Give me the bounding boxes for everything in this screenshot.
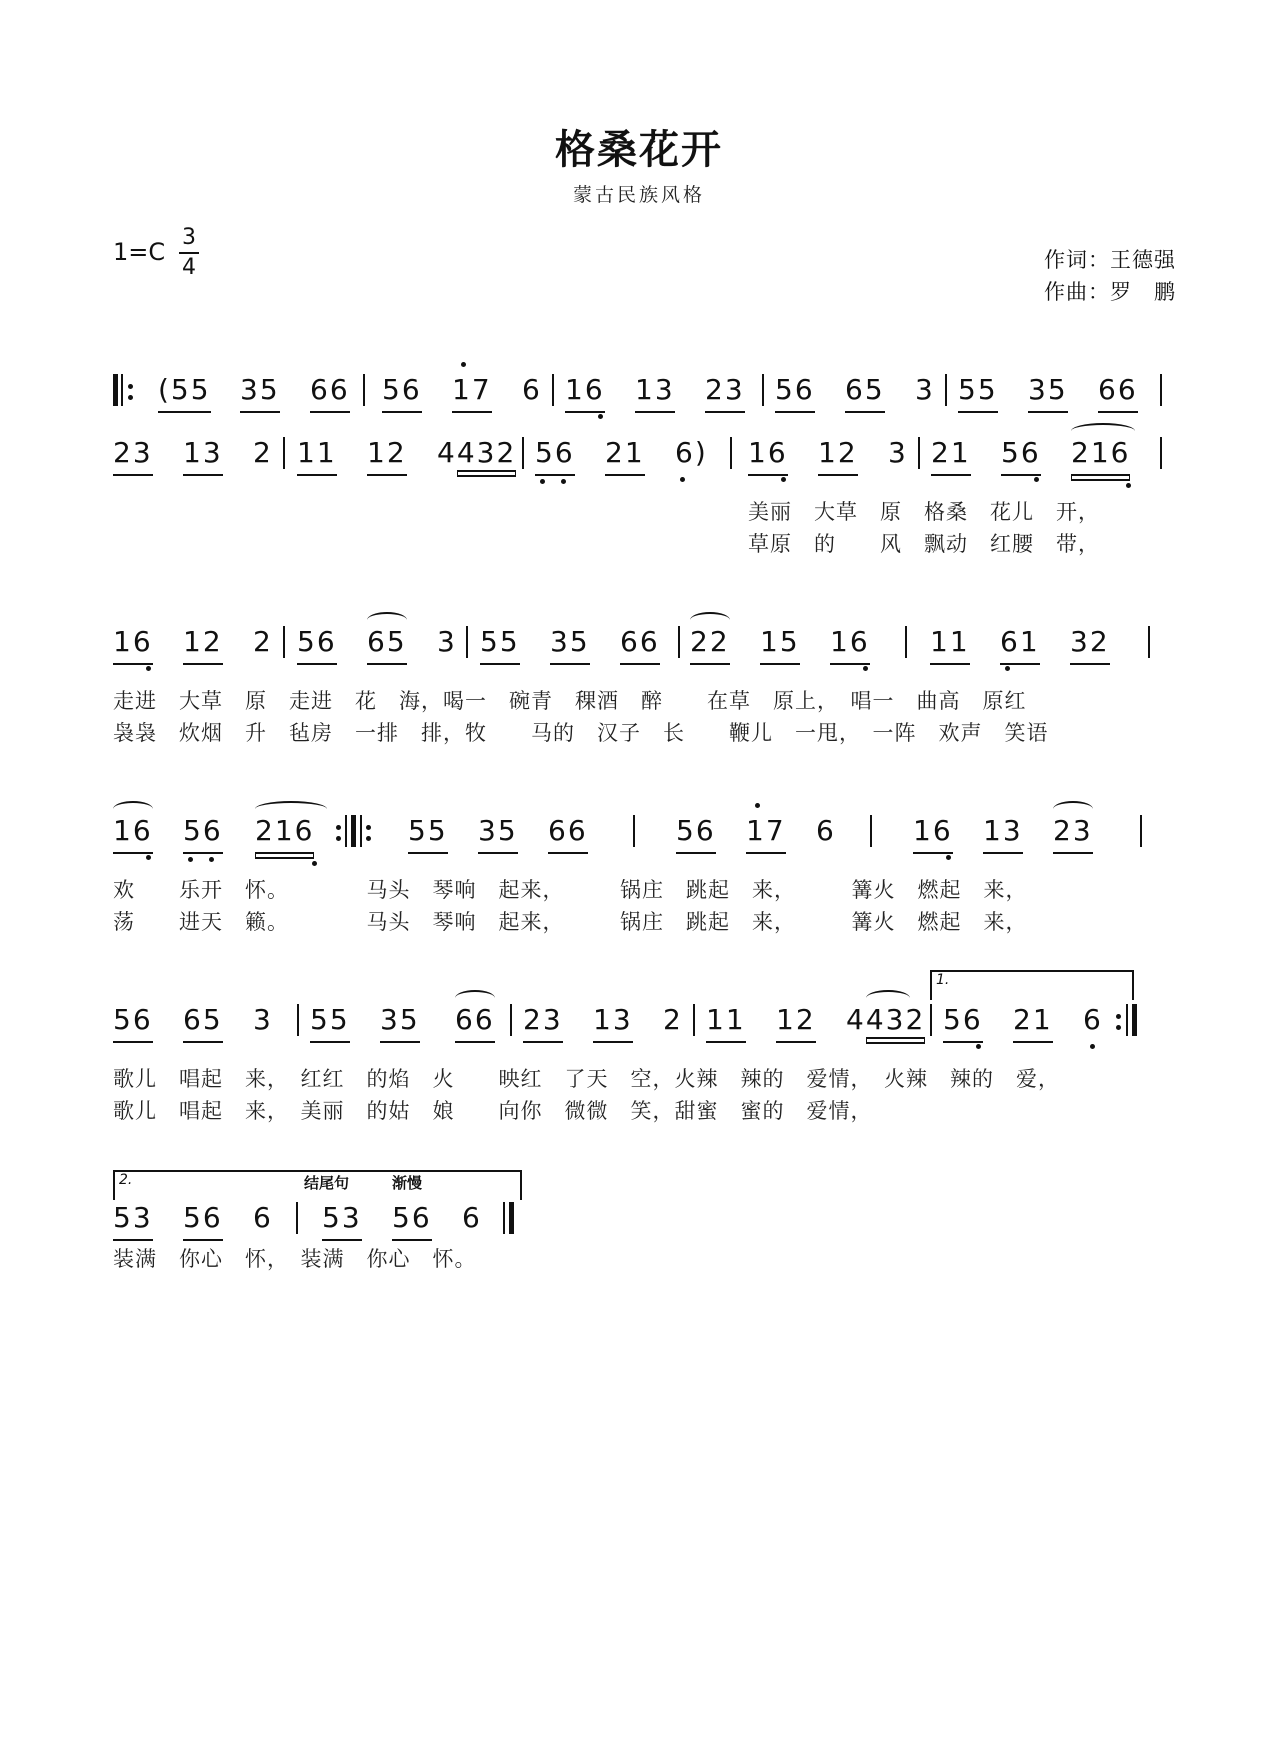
barline: [283, 437, 285, 469]
high-octave-dot: [755, 803, 760, 808]
note: 3: [437, 625, 457, 658]
repeat-end-thick: [1132, 1004, 1137, 1036]
lyrics-verse-1: 装满 你心 怀， 装满 你心 怀。: [113, 1247, 477, 1271]
first-ending-label: 1.: [936, 972, 950, 988]
repeat-start-thin: [360, 815, 362, 847]
note-group: 13: [183, 433, 223, 476]
barline: [918, 437, 920, 469]
barline: [930, 1004, 932, 1036]
note: 2: [663, 1003, 683, 1036]
note-group: 56: [382, 370, 422, 413]
repeat-end-thin: [345, 815, 347, 847]
note-group: 56: [943, 1000, 983, 1043]
lyricist-credit: 作词：王德强: [1044, 248, 1176, 272]
note-group: 66: [310, 370, 350, 413]
first-ending-bracket: [930, 970, 1134, 1000]
note-subgroup: 432: [457, 436, 516, 472]
note-group: 61: [1000, 622, 1040, 665]
note: 3: [888, 436, 908, 469]
note-group: 16: [113, 622, 153, 665]
note-group: 56: [183, 811, 223, 854]
note-group: 4432: [846, 1000, 925, 1040]
note-group: 56: [297, 622, 337, 665]
barline: [1148, 626, 1150, 658]
note-group: 21: [1013, 1000, 1053, 1043]
barline: [633, 815, 635, 847]
note: 2: [253, 625, 273, 658]
barline: [283, 626, 285, 658]
note-group: 216: [255, 811, 314, 854]
barline: [1160, 374, 1162, 406]
second-ending-label: 2.: [119, 1172, 133, 1188]
note: 6: [816, 814, 836, 847]
note-group: 13: [983, 811, 1023, 854]
barline: [296, 1202, 298, 1234]
barline: [466, 626, 468, 658]
repeat-start-thin: [121, 374, 123, 406]
repeat-dot: [128, 395, 133, 400]
lyrics-verse-2: 袅袅 炊烟 升 毡房 一排 排，牧 马的 汉子 长 鞭儿 一甩， 一阵 欢声 笑语: [113, 721, 1049, 745]
lyrics-verse-1: 美丽 大草 原 格桑 花儿 开，: [748, 500, 1100, 524]
repeat-end-thin: [1126, 1004, 1128, 1036]
lyrics-verse-2: 草原 的 风 飘动 红腰 带，: [748, 532, 1100, 556]
repeat-dot: [336, 825, 341, 830]
note-group: 66: [1098, 370, 1138, 413]
note: 6: [253, 1201, 273, 1234]
low-octave-dot: [188, 857, 193, 862]
lyrics-verse-1: 歌儿 唱起 来， 红红 的焰 火 映红 了天 空，火辣 辣的 爱情， 火辣 辣的 爱，: [113, 1067, 1060, 1091]
score-row-2: [0, 433, 1278, 493]
note-group: 35: [240, 370, 280, 413]
note-group: 13: [593, 1000, 633, 1043]
barline: [678, 626, 680, 658]
barline: [945, 374, 947, 406]
note-group: 56: [676, 811, 716, 854]
note-group: 55: [310, 1000, 350, 1043]
low-octave-dot: [598, 414, 603, 419]
note-group: 66: [620, 622, 660, 665]
note-group: 65: [845, 370, 885, 413]
barline: [762, 374, 764, 406]
repeat-dot: [1116, 1014, 1121, 1019]
note-subgroup: 432: [866, 1003, 925, 1039]
note-group: 12: [367, 433, 407, 476]
lyrics-verse-2: 歌儿 唱起 来， 美丽 的姑 娘 向你 微微 笑，甜蜜 蜜的 爱情，: [113, 1099, 873, 1123]
note: 3: [915, 373, 935, 406]
note-group: 15: [760, 622, 800, 665]
time-signature-bottom: 4: [182, 255, 196, 280]
note-group: 56: [775, 370, 815, 413]
barline: [693, 1004, 695, 1036]
low-octave-dot: [209, 857, 214, 862]
note-group: 56: [1001, 433, 1041, 476]
note-group: 23: [523, 1000, 563, 1043]
note: 2: [253, 436, 273, 469]
note-group: 16: [830, 622, 870, 665]
final-barline-thick: [509, 1202, 514, 1234]
note-group: 16: [913, 811, 953, 854]
note-group: 35: [1028, 370, 1068, 413]
lyrics-verse-1: 欢 乐开 怀。 马头 琴响 起来， 锅庄 跳起 来， 篝火 燃起 来，: [113, 878, 1028, 902]
note-group: 23: [113, 433, 153, 476]
note-group: 66: [548, 811, 588, 854]
note-group: 21: [931, 433, 971, 476]
note-group: 17: [746, 811, 786, 854]
low-octave-dot: [312, 861, 317, 866]
note: 3: [253, 1003, 273, 1036]
note-group: 12: [183, 622, 223, 665]
score-row-1: [0, 370, 1278, 430]
note: 6: [1083, 1003, 1103, 1036]
note-group: 55: [480, 622, 520, 665]
note-group: 65: [183, 1000, 223, 1043]
low-octave-dot: [540, 479, 545, 484]
low-octave-dot: [1005, 666, 1010, 671]
note-group: 23: [705, 370, 745, 413]
low-octave-dot: [781, 477, 786, 482]
note-group: 16: [565, 370, 605, 413]
note: 6: [522, 373, 542, 406]
score-row-4: [0, 811, 1278, 871]
low-octave-dot: [680, 477, 685, 482]
barline: [522, 437, 524, 469]
barline: [1140, 815, 1142, 847]
page-subtitle: 蒙古民族风格: [572, 184, 705, 206]
repeat-dot: [128, 384, 133, 389]
note-group: 32: [1070, 622, 1110, 665]
note-group: 35: [550, 622, 590, 665]
barline: [905, 626, 907, 658]
repeat-end-thick: [351, 815, 356, 847]
note-group: 4432: [437, 433, 516, 473]
note-group: 11: [930, 622, 970, 665]
note-group: 56: [535, 433, 575, 476]
note: 6: [462, 1201, 482, 1234]
tempo-marking: 渐慢: [392, 1174, 423, 1192]
low-octave-dot: [976, 1044, 981, 1049]
barline: [552, 374, 554, 406]
barline: [870, 815, 872, 847]
repeat-dot: [336, 836, 341, 841]
lyrics-verse-2: 荡 进天 籁。 马头 琴响 起来， 锅庄 跳起 来， 篝火 燃起 来，: [113, 910, 1028, 934]
low-octave-dot: [863, 666, 868, 671]
note-group: 21: [605, 433, 645, 476]
barline: [363, 374, 365, 406]
composer-credit: 作曲：罗 鹏: [1044, 280, 1176, 304]
note-group: 11: [706, 1000, 746, 1043]
note-group: (55: [158, 370, 211, 413]
note-group: 11: [297, 433, 337, 476]
low-octave-dot: [946, 855, 951, 860]
note-group: 65: [367, 622, 407, 665]
barline: [1160, 437, 1162, 469]
note-group: 56: [183, 1198, 223, 1241]
score-row-5: [0, 1000, 1278, 1060]
lyrics-verse-1: 走进 大草 原 走进 花 海，喝一 碗青 稞酒 醉 在草 原上， 唱一 曲高 原红: [113, 689, 1027, 713]
note-group: 13: [635, 370, 675, 413]
note-group: 55: [408, 811, 448, 854]
note-group: 12: [776, 1000, 816, 1043]
low-octave-dot: [1034, 477, 1039, 482]
time-signature-top: 3: [182, 225, 196, 250]
note-group: 23: [1053, 811, 1093, 854]
score-row-3: [0, 622, 1278, 682]
note-group: 216: [1071, 433, 1130, 476]
page-title: 格桑花开: [555, 127, 723, 173]
time-signature: [178, 224, 200, 282]
note-group: 53: [113, 1198, 153, 1241]
ending-label: 结尾句: [304, 1174, 350, 1192]
low-octave-dot: [1090, 1044, 1095, 1049]
note-group: 66: [455, 1000, 495, 1043]
low-octave-dot: [1126, 483, 1131, 488]
barline: [297, 1004, 299, 1036]
high-octave-dot: [461, 362, 466, 367]
low-octave-dot: [146, 666, 151, 671]
repeat-dot: [366, 825, 371, 830]
note-group: 55: [958, 370, 998, 413]
barline: [730, 437, 732, 469]
note-group: 16: [113, 811, 153, 854]
note-group: 17: [452, 370, 492, 413]
final-barline-thin: [503, 1202, 505, 1234]
barline: [510, 1004, 512, 1036]
note-group: 35: [380, 1000, 420, 1043]
key-signature: 1=C: [113, 238, 166, 266]
note-group: 16: [748, 433, 788, 476]
repeat-dot: [366, 836, 371, 841]
low-octave-dot: [561, 479, 566, 484]
note-group: 56: [113, 1000, 153, 1043]
note-group: 53: [322, 1198, 362, 1241]
note-group: 12: [818, 433, 858, 476]
repeat-dot: [1116, 1025, 1121, 1030]
note-group: 56: [392, 1198, 432, 1241]
note-group: 35: [478, 811, 518, 854]
low-octave-dot: [146, 855, 151, 860]
note: 6): [675, 436, 708, 469]
repeat-start-bar: [113, 374, 118, 406]
note-group: 22: [690, 622, 730, 665]
second-ending-bracket: [113, 1170, 299, 1200]
